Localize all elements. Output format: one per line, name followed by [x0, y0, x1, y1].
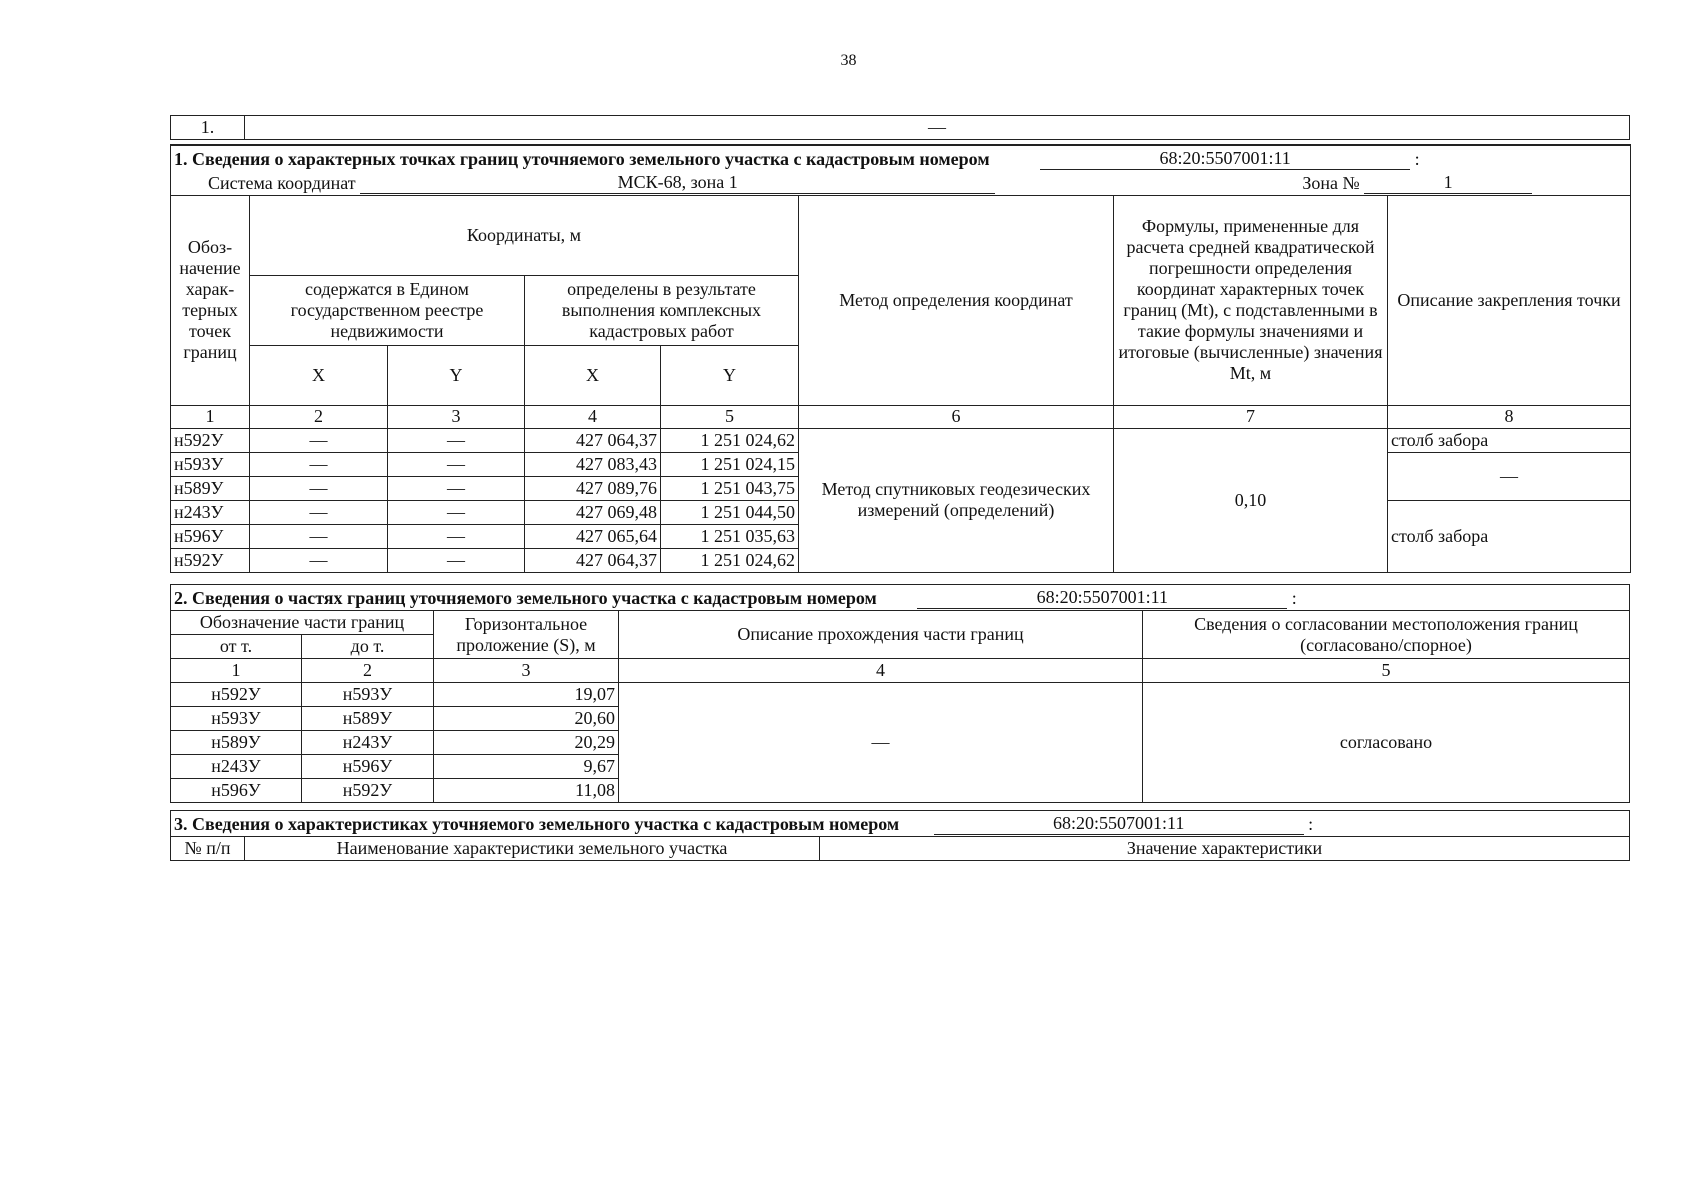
point-name: н589У [171, 476, 250, 500]
section1-title-cell [171, 145, 1631, 171]
fixing-3: столб забора [1388, 500, 1631, 572]
section2-colon: : [1291, 587, 1297, 608]
header-y2: Y [661, 345, 799, 405]
point-y2: 1 251 035,63 [661, 524, 799, 548]
section1-title: 1. Сведения о характерных точках границ уточняемого земельного участка с кадастровым номером [174, 148, 990, 169]
point-x2: 427 089,76 [525, 476, 661, 500]
section1-table [170, 144, 1631, 573]
section2-cadastral: 68:20:5507001:11 [917, 587, 1287, 609]
header-agreement: Сведения о согласовании местоположения границ (согласовано/спорное) [1143, 611, 1630, 659]
part-from: н243У [171, 755, 302, 779]
point-x1: — [250, 476, 388, 500]
point-x2: 427 069,48 [525, 500, 661, 524]
col-number: 4 [619, 659, 1143, 683]
section2-title-cell [171, 585, 1630, 611]
coord-system-label: Система координат [208, 172, 356, 193]
col-number: 8 [1388, 405, 1631, 428]
point-y2: 1 251 024,15 [661, 452, 799, 476]
point-x2: 427 065,64 [525, 524, 661, 548]
col-number: 2 [250, 405, 388, 428]
point-name: н592У [171, 548, 250, 572]
section1-colon: : [1414, 148, 1420, 169]
part-to: н589У [302, 707, 434, 731]
point-x2: 427 083,43 [525, 452, 661, 476]
header-value: Значение характеристики [820, 837, 1630, 861]
point-x1: — [250, 524, 388, 548]
point-name: н243У [171, 500, 250, 524]
part-from: н592У [171, 683, 302, 707]
part-length: 19,07 [434, 683, 619, 707]
zone-label: Зона № [1302, 172, 1360, 193]
zone-value: 1 [1364, 172, 1532, 194]
col-number: 3 [434, 659, 619, 683]
header-x1: X [250, 345, 388, 405]
method-value: Метод спутниковых геодезических измерений (определений) [799, 428, 1114, 572]
header-designation: Обоз-начение харак-терных точек границ [171, 195, 250, 405]
point-y1: — [388, 500, 525, 524]
fixing-1: столб забора [1388, 428, 1631, 452]
header-kkr: определены в результате выполнения комплексных кадастровых работ [525, 275, 799, 345]
point-x1: — [250, 500, 388, 524]
header-fixing: Описание закрепления точки [1388, 195, 1631, 405]
point-y1: — [388, 452, 525, 476]
mt-value: 0,10 [1114, 428, 1388, 572]
point-x1: — [250, 548, 388, 572]
table-row [171, 683, 1630, 707]
point-y2: 1 251 024,62 [661, 428, 799, 452]
point-x1: — [250, 452, 388, 476]
point-name: н592У [171, 428, 250, 452]
section2-title: 2. Сведения о частях границ уточняемого земельного участка с кадастровым номером [174, 587, 877, 608]
col-number: 4 [525, 405, 661, 428]
header-name: Наименование характеристики земельного участка [245, 837, 820, 861]
section1-cadastral: 68:20:5507001:11 [1040, 148, 1410, 170]
header-y1: Y [388, 345, 525, 405]
point-y1: — [388, 548, 525, 572]
point-y1: — [388, 524, 525, 548]
header-coords: Координаты, м [250, 195, 799, 275]
part-length: 20,60 [434, 707, 619, 731]
top-row-table [170, 115, 1630, 140]
part-to: н593У [302, 683, 434, 707]
fixing-2: — [1388, 452, 1631, 500]
top-row-value: — [245, 116, 1630, 140]
header-method: Метод определения координат [799, 195, 1114, 405]
page-number: 38 [840, 52, 857, 69]
part-from: н593У [171, 707, 302, 731]
section3-title-cell [171, 811, 1630, 837]
col-number: 2 [302, 659, 434, 683]
coord-system-cell [171, 171, 1631, 195]
header-num: № п/п [171, 837, 245, 861]
part-length: 20,29 [434, 731, 619, 755]
header-formulas: Формулы, примененные для расчета средней квадратической погрешности определения координат характерных точек границ (Mt), с подставленными в такие формулы значениями и итоговые (вычисленные) значения Mt, м [1114, 195, 1388, 405]
part-from: н596У [171, 779, 302, 803]
point-y2: 1 251 024,62 [661, 548, 799, 572]
point-y1: — [388, 476, 525, 500]
agreement-value: согласовано [1143, 683, 1630, 803]
part-to: н243У [302, 731, 434, 755]
point-y2: 1 251 044,50 [661, 500, 799, 524]
point-y1: — [388, 428, 525, 452]
point-x2: 427 064,37 [525, 548, 661, 572]
section3-title: 3. Сведения о характеристиках уточняемого земельного участка с кадастровым номером [174, 813, 900, 834]
col-number: 7 [1114, 405, 1388, 428]
col-number: 1 [171, 659, 302, 683]
section2-table [170, 584, 1630, 803]
point-x2: 427 064,37 [525, 428, 661, 452]
col-number: 5 [661, 405, 799, 428]
coord-system-value: МСК-68, зона 1 [360, 172, 995, 194]
col-number: 6 [799, 405, 1114, 428]
col-number: 3 [388, 405, 525, 428]
header-part: Обозначение части границ [171, 611, 434, 635]
col-number: 1 [171, 405, 250, 428]
point-name: н596У [171, 524, 250, 548]
part-length: 9,67 [434, 755, 619, 779]
part-to: н592У [302, 779, 434, 803]
part-length: 11,08 [434, 779, 619, 803]
header-x2: X [525, 345, 661, 405]
header-egrn: содержатся в Едином государственном реестре недвижимости [250, 275, 525, 345]
header-length: Горизонтальное проложение (S), м [434, 611, 619, 659]
header-to: до т. [302, 635, 434, 659]
section3-table [170, 810, 1630, 861]
section3-cadastral: 68:20:5507001:11 [934, 813, 1304, 835]
table-row [171, 428, 1631, 452]
header-description: Описание прохождения части границ [619, 611, 1143, 659]
part-to: н596У [302, 755, 434, 779]
section3-colon: : [1308, 813, 1314, 834]
top-row-num: 1. [171, 116, 245, 140]
part-from: н589У [171, 731, 302, 755]
header-from: от т. [171, 635, 302, 659]
point-x1: — [250, 428, 388, 452]
point-name: н593У [171, 452, 250, 476]
col-number: 5 [1143, 659, 1630, 683]
description-value: — [619, 683, 1143, 803]
point-y2: 1 251 043,75 [661, 476, 799, 500]
